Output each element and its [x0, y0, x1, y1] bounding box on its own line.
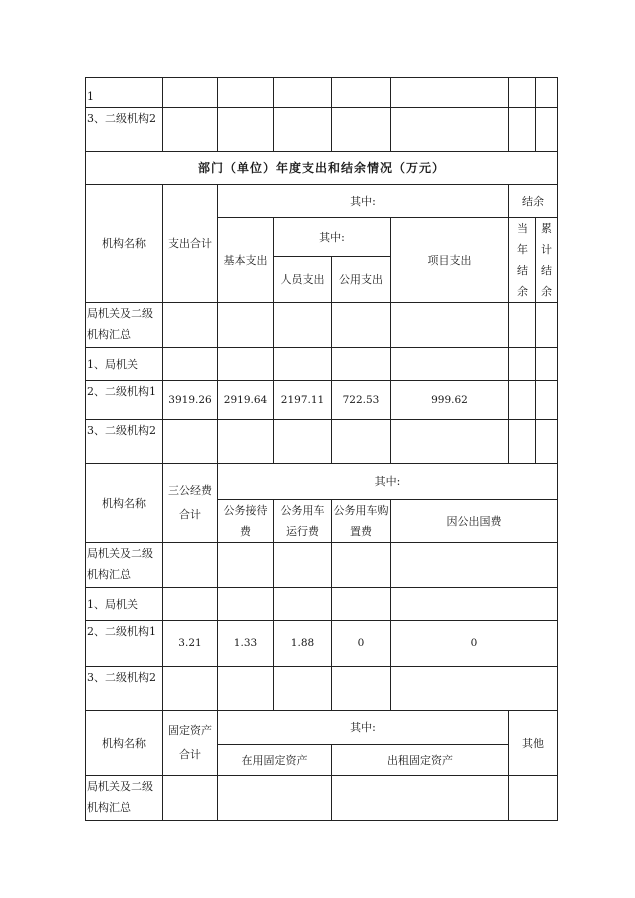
org-cell: 1、局机关	[86, 348, 163, 381]
header-balance: 结余	[509, 185, 558, 218]
org-cell: 3、二级机构2	[86, 667, 163, 711]
header-car-run: 公务用车运行费	[274, 500, 332, 543]
header-in-use: 在用固定资产	[218, 745, 332, 776]
header-public: 公用支出	[332, 257, 391, 303]
table-row	[86, 776, 558, 821]
org-cell: 3、二级机构2	[86, 108, 163, 152]
basic-value: 2919.64	[218, 381, 274, 420]
header-cum-balance: 累计结余	[536, 218, 558, 303]
table-row	[86, 108, 558, 152]
header-org: 机构名称	[86, 464, 163, 543]
org-cell: 3、二级机构2	[86, 420, 163, 464]
abroad-value: 0	[391, 621, 558, 667]
table-row	[86, 381, 558, 420]
total-value: 3919.26	[163, 381, 218, 420]
header-other: 其他	[509, 711, 558, 776]
table-row	[86, 348, 558, 381]
car-buy-value: 0	[332, 621, 391, 667]
public-value: 722.53	[332, 381, 391, 420]
header-personnel: 人员支出	[274, 257, 332, 303]
org-cell: 1、局机关	[86, 588, 163, 621]
org-cell: 2、二级机构1	[86, 381, 163, 420]
header-org: 机构名称	[86, 711, 163, 776]
header-car-buy: 公务用车购置费	[332, 500, 391, 543]
table-row	[86, 588, 558, 621]
table-row	[86, 420, 558, 464]
header-leased: 出租固定资产	[332, 745, 509, 776]
header-reception: 公务接待费	[218, 500, 274, 543]
header-org: 机构名称	[86, 185, 163, 303]
header-sangong-total: 三公经费合计	[163, 464, 218, 543]
project-value: 999.62	[391, 381, 509, 420]
table-row	[86, 621, 558, 667]
header-abroad: 因公出国费	[391, 500, 558, 543]
sangong-total-value: 3.21	[163, 621, 218, 667]
car-run-value: 1.88	[274, 621, 332, 667]
header-of-which-2: 其中:	[274, 218, 391, 257]
org-cell: 1	[86, 78, 163, 108]
header-project: 项目支出	[391, 218, 509, 303]
table-row	[86, 667, 558, 711]
org-cell: 局机关及二级机构汇总	[86, 303, 163, 348]
header-assets-total: 固定资产合计	[163, 711, 218, 776]
org-cell: 2、二级机构1	[86, 621, 163, 667]
table-row	[86, 78, 558, 108]
header-total: 支出合计	[163, 185, 218, 303]
personnel-value: 2197.11	[274, 381, 332, 420]
header-of-which: 其中:	[218, 185, 509, 218]
table-row	[86, 303, 558, 348]
table-row	[86, 543, 558, 588]
header-year-balance: 当年结余	[509, 218, 536, 303]
section-title: 部门（单位）年度支出和结余情况（万元）	[86, 152, 558, 185]
header-of-which: 其中:	[218, 711, 509, 745]
org-cell: 局机关及二级机构汇总	[86, 543, 163, 588]
header-of-which: 其中:	[218, 464, 558, 500]
reception-value: 1.33	[218, 621, 274, 667]
org-cell: 局机关及二级机构汇总	[86, 776, 163, 821]
header-basic: 基本支出	[218, 218, 274, 303]
budget-table	[85, 77, 558, 821]
